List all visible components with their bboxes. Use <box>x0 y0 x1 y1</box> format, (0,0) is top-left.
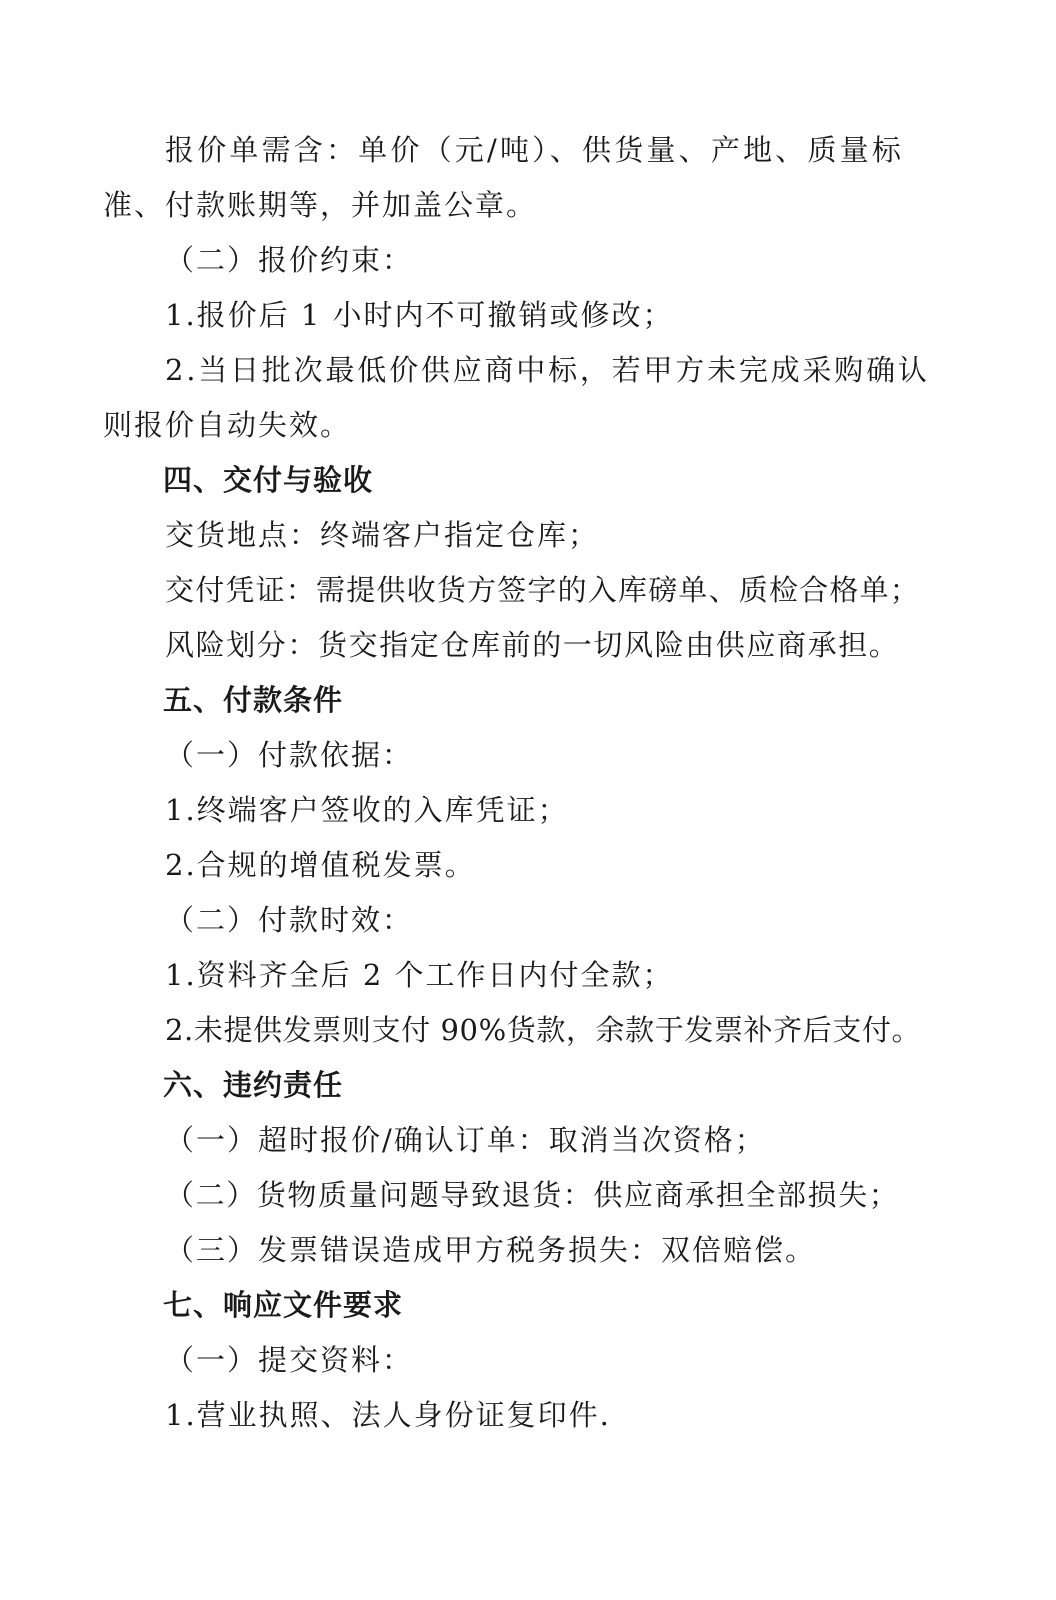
item-vat-invoice: 2.合规的增值税发票。 <box>165 848 476 882</box>
paragraph-quote-contents-line1: 报价单需含：单价（元/吨）、供货量、产地、质量标 <box>165 133 905 167</box>
liability-invoice-error: （三）发票错误造成甲方税务损失：双倍赔偿。 <box>165 1233 817 1267</box>
item-business-license: 1.营业执照、法人身份证复印件. <box>165 1398 611 1432</box>
subheading-payment-basis: （一）付款依据： <box>165 738 414 772</box>
delivery-location: 交货地点：终端客户指定仓库； <box>165 518 600 552</box>
section-heading-liability: 六、违约责任 <box>163 1068 344 1102</box>
item-quote-irrevocable: 1.报价后 1 小时内不可撤销或修改； <box>165 298 674 332</box>
delivery-vouchers: 交付凭证：需提供收货方签字的入库磅单、质检合格单； <box>165 573 921 607</box>
item-partial-payment: 2.未提供发票则支付 90%货款，余款于发票补齐后支付。 <box>165 1013 922 1047</box>
section-heading-payment-terms: 五、付款条件 <box>163 683 344 717</box>
item-lowest-bid-line1: 2.当日批次最低价供应商中标，若甲方未完成采购确认 <box>165 353 930 387</box>
subheading-payment-timing: （二）付款时效： <box>165 903 414 937</box>
subheading-quote-constraints: （二）报价约束： <box>165 243 414 277</box>
subheading-submission-materials: （一）提交资料： <box>165 1343 414 1377</box>
item-warehouse-voucher: 1.终端客户签收的入库凭证； <box>165 793 569 827</box>
section-heading-delivery-acceptance: 四、交付与验收 <box>163 463 374 497</box>
item-full-payment: 1.资料齐全后 2 个工作日内付全款； <box>165 958 674 992</box>
section-heading-response-documents: 七、响应文件要求 <box>163 1288 404 1322</box>
paragraph-quote-contents-line2: 准、付款账期等，并加盖公章。 <box>103 188 538 222</box>
liability-timeout: （一）超时报价/确认订单：取消当次资格； <box>165 1123 766 1157</box>
item-lowest-bid-line2: 则报价自动失效。 <box>103 408 352 442</box>
liability-quality: （二）货物质量问题导致退货：供应商承担全部损失； <box>165 1178 900 1212</box>
risk-allocation: 风险划分：货交指定仓库前的一切风险由供应商承担。 <box>165 628 900 662</box>
